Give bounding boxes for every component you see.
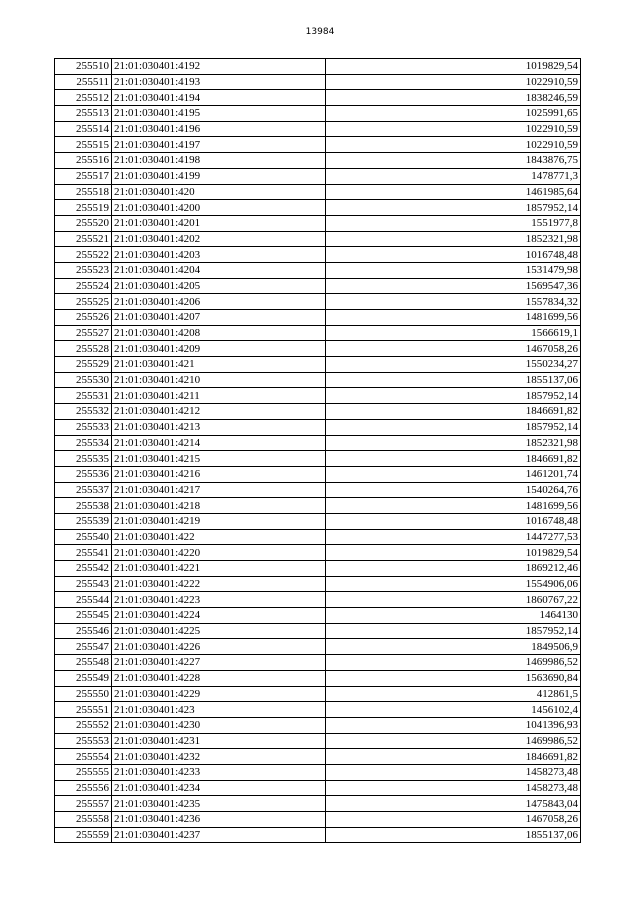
table-row xyxy=(55,153,581,169)
row-number-cell: 255532 xyxy=(55,404,112,420)
cadastral-value-cell: 1461985,64 xyxy=(326,184,581,200)
cadastral-number-cell: 21:01:030401:422 xyxy=(112,529,326,545)
cadastral-value-cell: 1843876,75 xyxy=(326,153,581,169)
row-number-cell: 255521 xyxy=(55,231,112,247)
cadastral-value-cell: 1838246,59 xyxy=(326,90,581,106)
cadastral-value-cell: 1563690,84 xyxy=(326,670,581,686)
cadastral-value-cell: 1550234,27 xyxy=(326,357,581,373)
row-number-cell: 255557 xyxy=(55,796,112,812)
cadastral-value-cell: 1456102,4 xyxy=(326,702,581,718)
table-row xyxy=(55,561,581,577)
table-row xyxy=(55,310,581,326)
table-row xyxy=(55,435,581,451)
row-number-cell: 255554 xyxy=(55,749,112,765)
cadastral-number-cell: 21:01:030401:4228 xyxy=(112,670,326,686)
row-number-cell: 255531 xyxy=(55,388,112,404)
cadastral-value-cell: 1557834,32 xyxy=(326,294,581,310)
row-number-cell: 255511 xyxy=(55,74,112,90)
row-number-cell: 255528 xyxy=(55,341,112,357)
cadastral-value-cell: 1531479,98 xyxy=(326,262,581,278)
cadastral-value-cell: 1857952,14 xyxy=(326,419,581,435)
cadastral-number-cell: 21:01:030401:4203 xyxy=(112,247,326,263)
row-number-cell: 255553 xyxy=(55,733,112,749)
table-row xyxy=(55,419,581,435)
row-number-cell: 255546 xyxy=(55,623,112,639)
page-number: 13984 xyxy=(305,27,335,37)
row-number-cell: 255530 xyxy=(55,372,112,388)
cadastral-number-cell: 21:01:030401:4200 xyxy=(112,200,326,216)
row-number-cell: 255518 xyxy=(55,184,112,200)
row-number-cell: 255514 xyxy=(55,121,112,137)
table-row xyxy=(55,717,581,733)
cadastral-number-cell: 21:01:030401:4204 xyxy=(112,262,326,278)
cadastral-number-cell: 21:01:030401:4211 xyxy=(112,388,326,404)
cadastral-value-cell: 1461201,74 xyxy=(326,466,581,482)
cadastral-number-cell: 21:01:030401:4193 xyxy=(112,74,326,90)
table-row xyxy=(55,623,581,639)
row-number-cell: 255529 xyxy=(55,357,112,373)
cadastral-value-cell: 1857952,14 xyxy=(326,388,581,404)
cadastral-number-cell: 21:01:030401:4214 xyxy=(112,435,326,451)
cadastral-number-cell: 21:01:030401:420 xyxy=(112,184,326,200)
cadastral-value-cell: 1846691,82 xyxy=(326,749,581,765)
row-number-cell: 255543 xyxy=(55,576,112,592)
table-row xyxy=(55,466,581,482)
table-row xyxy=(55,796,581,812)
row-number-cell: 255550 xyxy=(55,686,112,702)
table-row xyxy=(55,592,581,608)
cadastral-number-cell: 21:01:030401:4197 xyxy=(112,137,326,153)
cadastral-value-cell: 1481699,56 xyxy=(326,310,581,326)
cadastral-value-cell: 1860767,22 xyxy=(326,592,581,608)
table-row xyxy=(55,200,581,216)
cadastral-number-cell: 21:01:030401:4198 xyxy=(112,153,326,169)
row-number-cell: 255523 xyxy=(55,262,112,278)
table-row xyxy=(55,278,581,294)
cadastral-number-cell: 21:01:030401:4205 xyxy=(112,278,326,294)
cadastral-number-cell: 21:01:030401:4206 xyxy=(112,294,326,310)
table-row xyxy=(55,812,581,828)
cadastral-value-cell: 1869212,46 xyxy=(326,561,581,577)
table-row xyxy=(55,827,581,843)
table-row xyxy=(55,388,581,404)
table-row xyxy=(55,294,581,310)
row-number-cell: 255525 xyxy=(55,294,112,310)
cadastral-number-cell: 21:01:030401:4231 xyxy=(112,733,326,749)
cadastral-value-cell: 1857952,14 xyxy=(326,200,581,216)
row-number-cell: 255537 xyxy=(55,482,112,498)
table-row xyxy=(55,498,581,514)
row-number-cell: 255510 xyxy=(55,59,112,75)
cadastral-number-cell: 21:01:030401:4192 xyxy=(112,59,326,75)
cadastral-number-cell: 21:01:030401:4216 xyxy=(112,466,326,482)
row-number-cell: 255515 xyxy=(55,137,112,153)
cadastral-value-cell: 1469986,52 xyxy=(326,655,581,671)
row-number-cell: 255512 xyxy=(55,90,112,106)
cadastral-value-cell: 1458273,48 xyxy=(326,780,581,796)
row-number-cell: 255544 xyxy=(55,592,112,608)
cadastral-value-cell: 1566619,1 xyxy=(326,325,581,341)
cadastral-number-cell: 21:01:030401:4233 xyxy=(112,764,326,780)
row-number-cell: 255536 xyxy=(55,466,112,482)
row-number-cell: 255533 xyxy=(55,419,112,435)
cadastral-number-cell: 21:01:030401:4199 xyxy=(112,168,326,184)
cadastral-value-cell: 1022910,59 xyxy=(326,121,581,137)
row-number-cell: 255555 xyxy=(55,764,112,780)
cadastral-number-cell: 21:01:030401:4215 xyxy=(112,451,326,467)
table-row xyxy=(55,733,581,749)
cadastral-value-cell: 1849506,9 xyxy=(326,639,581,655)
cadastral-value-cell: 1478771,3 xyxy=(326,168,581,184)
table-row xyxy=(55,90,581,106)
row-number-cell: 255535 xyxy=(55,451,112,467)
cadastral-value-cell: 1447277,53 xyxy=(326,529,581,545)
cadastral-number-cell: 21:01:030401:4202 xyxy=(112,231,326,247)
cadastral-number-cell: 21:01:030401:4236 xyxy=(112,812,326,828)
cadastral-number-cell: 21:01:030401:4237 xyxy=(112,827,326,843)
row-number-cell: 255516 xyxy=(55,153,112,169)
table-row xyxy=(55,529,581,545)
cadastral-value-cell: 1467058,26 xyxy=(326,812,581,828)
cadastral-number-cell: 21:01:030401:4223 xyxy=(112,592,326,608)
cadastral-number-cell: 21:01:030401:4227 xyxy=(112,655,326,671)
row-number-cell: 255539 xyxy=(55,513,112,529)
cadastral-number-cell: 21:01:030401:4221 xyxy=(112,561,326,577)
cadastral-number-cell: 21:01:030401:4235 xyxy=(112,796,326,812)
cadastral-number-cell: 21:01:030401:4224 xyxy=(112,608,326,624)
table-row xyxy=(55,357,581,373)
row-number-cell: 255513 xyxy=(55,106,112,122)
cadastral-number-cell: 21:01:030401:4225 xyxy=(112,623,326,639)
table-row xyxy=(55,325,581,341)
cadastral-number-cell: 21:01:030401:4210 xyxy=(112,372,326,388)
cadastral-number-cell: 21:01:030401:4229 xyxy=(112,686,326,702)
row-number-cell: 255522 xyxy=(55,247,112,263)
cadastral-number-cell: 21:01:030401:4207 xyxy=(112,310,326,326)
row-number-cell: 255542 xyxy=(55,561,112,577)
row-number-cell: 255551 xyxy=(55,702,112,718)
row-number-cell: 255548 xyxy=(55,655,112,671)
table-row xyxy=(55,59,581,75)
table-row xyxy=(55,608,581,624)
cadastral-value-cell: 1019829,54 xyxy=(326,545,581,561)
cadastral-value-cell: 1041396,93 xyxy=(326,717,581,733)
cadastral-value-cell: 1022910,59 xyxy=(326,74,581,90)
table-row xyxy=(55,764,581,780)
row-number-cell: 255526 xyxy=(55,310,112,326)
cadastral-value-cell: 1855137,06 xyxy=(326,827,581,843)
table-row xyxy=(55,639,581,655)
cadastral-number-cell: 21:01:030401:4196 xyxy=(112,121,326,137)
row-number-cell: 255556 xyxy=(55,780,112,796)
table-row xyxy=(55,372,581,388)
cadastral-value-cell: 1025991,65 xyxy=(326,106,581,122)
row-number-cell: 255538 xyxy=(55,498,112,514)
cadastral-number-cell: 21:01:030401:4217 xyxy=(112,482,326,498)
table-row xyxy=(55,231,581,247)
row-number-cell: 255559 xyxy=(55,827,112,843)
table-row xyxy=(55,513,581,529)
table-body xyxy=(55,59,581,843)
cadastral-number-cell: 21:01:030401:4194 xyxy=(112,90,326,106)
cadastral-value-cell: 1467058,26 xyxy=(326,341,581,357)
table-row xyxy=(55,702,581,718)
row-number-cell: 255517 xyxy=(55,168,112,184)
table-row xyxy=(55,121,581,137)
table-row xyxy=(55,482,581,498)
cadastral-value-cell: 1016748,48 xyxy=(326,247,581,263)
cadastral-number-cell: 21:01:030401:4195 xyxy=(112,106,326,122)
table-row xyxy=(55,780,581,796)
cadastral-number-cell: 21:01:030401:4219 xyxy=(112,513,326,529)
cadastral-value-cell: 1540264,76 xyxy=(326,482,581,498)
cadastral-value-cell: 1469986,52 xyxy=(326,733,581,749)
table-row xyxy=(55,404,581,420)
cadastral-number-cell: 21:01:030401:421 xyxy=(112,357,326,373)
cadastral-value-cell: 1554906,06 xyxy=(326,576,581,592)
row-number-cell: 255520 xyxy=(55,215,112,231)
cadastral-value-cell: 1481699,56 xyxy=(326,498,581,514)
table-row xyxy=(55,576,581,592)
cadastral-number-cell: 21:01:030401:4213 xyxy=(112,419,326,435)
cadastral-number-cell: 21:01:030401:4212 xyxy=(112,404,326,420)
cadastral-value-cell: 1846691,82 xyxy=(326,404,581,420)
cadastral-number-cell: 21:01:030401:4208 xyxy=(112,325,326,341)
cadastral-value-cell: 1852321,98 xyxy=(326,231,581,247)
cadastral-value-cell: 1475843,04 xyxy=(326,796,581,812)
cadastral-value-cell: 1569547,36 xyxy=(326,278,581,294)
table-row xyxy=(55,341,581,357)
row-number-cell: 255534 xyxy=(55,435,112,451)
cadastral-value-cell: 1019829,54 xyxy=(326,59,581,75)
cadastral-number-cell: 21:01:030401:4222 xyxy=(112,576,326,592)
cadastral-value-cell: 1857952,14 xyxy=(326,623,581,639)
cadastral-value-cell: 1551977,8 xyxy=(326,215,581,231)
row-number-cell: 255519 xyxy=(55,200,112,216)
table-row xyxy=(55,670,581,686)
cadastral-number-cell: 21:01:030401:4209 xyxy=(112,341,326,357)
row-number-cell: 255558 xyxy=(55,812,112,828)
row-number-cell: 255547 xyxy=(55,639,112,655)
row-number-cell: 255545 xyxy=(55,608,112,624)
cadastral-number-cell: 21:01:030401:4230 xyxy=(112,717,326,733)
cadastral-value-cell: 412861,5 xyxy=(326,686,581,702)
row-number-cell: 255552 xyxy=(55,717,112,733)
row-number-cell: 255540 xyxy=(55,529,112,545)
cadastral-number-cell: 21:01:030401:4201 xyxy=(112,215,326,231)
cadastral-number-cell: 21:01:030401:4218 xyxy=(112,498,326,514)
cadastral-value-cell: 1458273,48 xyxy=(326,764,581,780)
row-number-cell: 255524 xyxy=(55,278,112,294)
cadastral-value-cell: 1464130 xyxy=(326,608,581,624)
table-row xyxy=(55,686,581,702)
cadastral-value-cell: 1852321,98 xyxy=(326,435,581,451)
cadastral-number-cell: 21:01:030401:4232 xyxy=(112,749,326,765)
table-row xyxy=(55,545,581,561)
table-row xyxy=(55,749,581,765)
row-number-cell: 255541 xyxy=(55,545,112,561)
cadastral-value-cell: 1016748,48 xyxy=(326,513,581,529)
cadastral-number-cell: 21:01:030401:423 xyxy=(112,702,326,718)
table-row xyxy=(55,262,581,278)
table-row xyxy=(55,247,581,263)
table-row xyxy=(55,184,581,200)
cadastral-number-cell: 21:01:030401:4220 xyxy=(112,545,326,561)
table-row xyxy=(55,74,581,90)
table-row xyxy=(55,106,581,122)
cadastral-number-cell: 21:01:030401:4226 xyxy=(112,639,326,655)
table-row xyxy=(55,655,581,671)
cadastral-number-cell: 21:01:030401:4234 xyxy=(112,780,326,796)
row-number-cell: 255527 xyxy=(55,325,112,341)
table-row xyxy=(55,215,581,231)
cadastral-value-cell: 1855137,06 xyxy=(326,372,581,388)
table-row xyxy=(55,168,581,184)
row-number-cell: 255549 xyxy=(55,670,112,686)
cadastral-value-cell: 1846691,82 xyxy=(326,451,581,467)
cadastral-value-table xyxy=(54,58,581,843)
table-row xyxy=(55,137,581,153)
cadastral-value-cell: 1022910,59 xyxy=(326,137,581,153)
table-row xyxy=(55,451,581,467)
